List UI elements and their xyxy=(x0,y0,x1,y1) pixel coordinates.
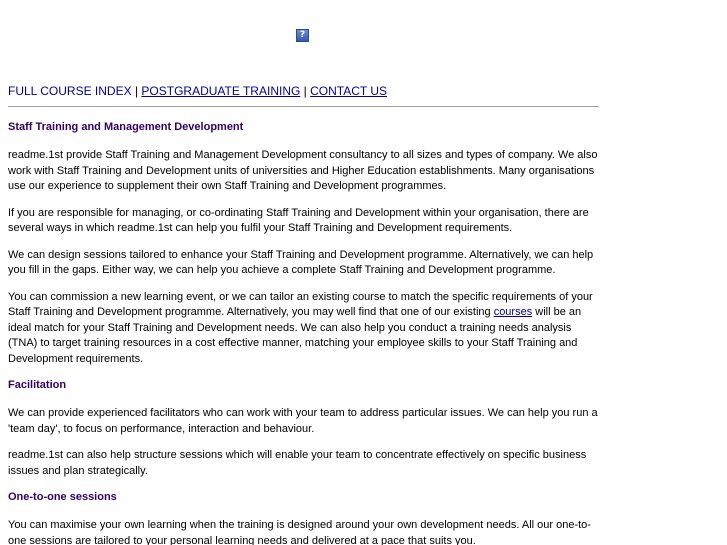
courses-link[interactable]: courses xyxy=(493,306,533,318)
nav-separator: | xyxy=(303,84,307,98)
nav-link-full-course-index[interactable]: FULL COURSE INDEX xyxy=(8,84,132,98)
paragraph-with-courses-link xyxy=(8,290,600,368)
paragraph-text: You can commission a new learning event, or we can tailor an existing course to match the specific requirements of your Staff Training and Development programme. Alternatively, you may well find that one of our existing xyxy=(8,290,593,318)
main-content xyxy=(8,120,600,545)
section-heading: Facilitation xyxy=(8,379,67,391)
paragraph: You can maximise your own learning when the training is designed around your own development needs. All our one-to-one sessions are tailored to your personal learning needs and delivered at a pace that suits you. xyxy=(8,519,591,545)
paragraph: readme.1st provide Staff Training and Management Development consultancy to all sizes and types of company. We also work with Staff Training and Development units of universities and Higher Education establishments. Many organisations use our experience to supplement their own Staff Training and Development programmes. xyxy=(8,149,598,192)
top-navigation xyxy=(8,84,387,98)
paragraph: If you are responsible for managing, or co-ordinating Staff Training and Development within your organisation, there are several ways in which readme.1st can help you fulfil your Staff Training and Development requirements. xyxy=(8,206,589,234)
nav-link-contact-us[interactable]: CONTACT US xyxy=(310,84,388,98)
section-heading: One-to-one sessions xyxy=(8,491,117,503)
paragraph-text: will be an ideal match for your Staff Training and Development needs. We can also help you conduct a training needs analysis (TNA) to target training resources in a cost effective manner, matching your employee skills to your Staff Training and Development requirements. xyxy=(8,306,582,365)
paragraph: We can design sessions tailored to enhance your Staff Training and Development programme. Alternatively, we can help you fill in the gaps. Either way, we can help you achieve a complete Staff Training and Development programme. xyxy=(8,248,594,276)
nav-separator: | xyxy=(134,84,139,98)
paragraph: readme.1st can also help structure sessions which will enable your team to concentrate effectively on specific business issues and plan strategically. xyxy=(8,449,587,477)
paragraph: We can provide experienced facilitators who can work with your team to address particular issues. We can help you run a 'team day', to focus on performance, interaction and behaviour. xyxy=(8,407,598,435)
help-icon[interactable]: ? xyxy=(296,29,309,42)
horizontal-divider xyxy=(8,106,599,107)
section-heading: Staff Training and Management Development xyxy=(8,121,244,133)
nav-link-postgraduate-training[interactable]: POSTGRADUATE TRAINING xyxy=(141,84,301,98)
